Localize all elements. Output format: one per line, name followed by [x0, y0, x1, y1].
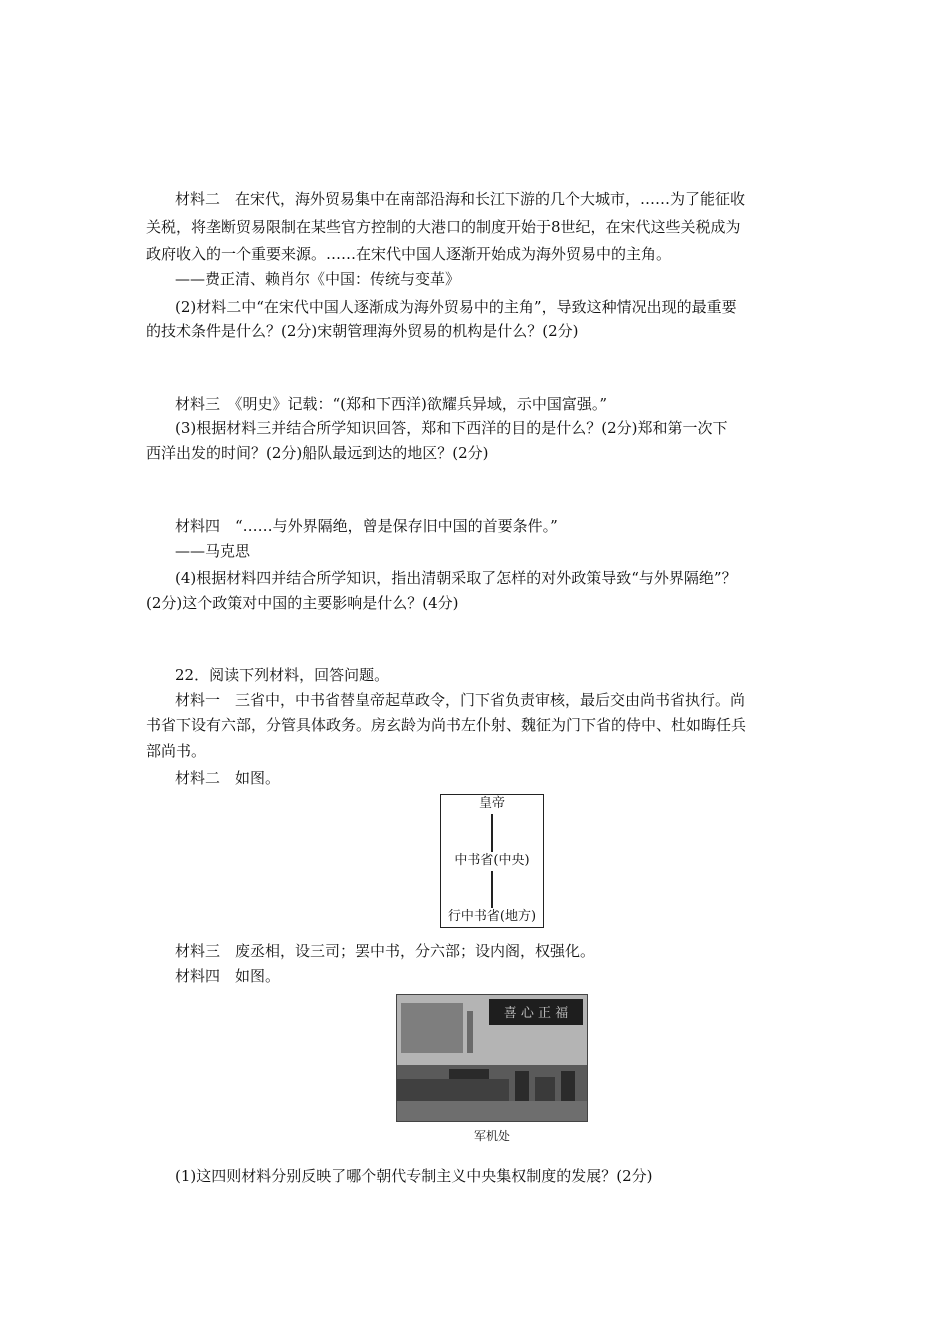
material2-line-2: 关税，将垄断贸易限制在某些官方控制的大港口的制度开始于8世纪，在宋代这些关税成为	[146, 218, 741, 236]
material2-source: ——费正清、赖肖尔《中国：传统与变革》	[175, 270, 461, 288]
q22-material1-line-3: 部尚书。	[146, 742, 207, 760]
question3-line-1: (3)根据材料三并结合所学知识回答，郑和下西洋的目的是什么？(2分)郑和第一次下	[175, 419, 728, 437]
diagram-connector-bottom	[491, 871, 492, 908]
diagram-node-central: 中书省(中央)	[454, 853, 530, 868]
material2-line-1: 材料二 在宋代，海外贸易集中在南部沿海和长江下游的几个大城市，……为了能征收	[175, 190, 746, 208]
photo-plaque-text: 喜 心 正 福	[503, 1006, 569, 1021]
grand-council-photo-illustration	[397, 995, 588, 1122]
material2-line-3: 政府收入的一个重要来源。……在宋代中国人逐渐开始成为海外贸易中的主角。	[146, 245, 672, 263]
material4-source: ——马克思	[175, 542, 251, 560]
material4-text: 材料四 “……与外界隔绝，曾是保存旧中国的首要条件。”	[175, 517, 558, 535]
q22-material2-label: 材料二 如图。	[175, 769, 281, 787]
q22-material4-label: 材料四 如图。	[175, 967, 281, 985]
question4-line-2: (2分)这个政策对中国的主要影响是什么？(4分)	[146, 594, 459, 612]
q22-heading: 22．阅读下列材料，回答问题。	[175, 666, 390, 684]
diagram-node-local: 行中书省(地方)	[447, 909, 537, 924]
diagram-node-emperor: 皇帝	[478, 796, 505, 811]
diagram-connector-top	[491, 814, 492, 852]
q22-material1-line-2: 书省下设有六部，分管具体政务。房玄龄为尚书左仆射、魏征为门下省的侍中、杜如晦任兵	[146, 716, 747, 734]
photo-plaque-characters	[504, 1005, 568, 1021]
q22-material1-line-1: 材料一 三省中，中书省替皇帝起草政令，门下省负责审核，最后交由尚书省执行。尚	[175, 691, 746, 709]
material3-text: 材料三 《明史》记载：“(郑和下西洋)欲耀兵异域，示中国富强。”	[175, 395, 608, 413]
question2-line-2: 的技术条件是什么？(2分)宋朝管理海外贸易的机构是什么？(2分)	[146, 322, 579, 340]
grand-council-photo	[396, 994, 588, 1122]
hierarchy-diagram	[440, 794, 544, 928]
photo-caption: 军机处	[473, 1129, 510, 1143]
q22-question1: (1)这四则材料分别反映了哪个朝代专制主义中央集权制度的发展？(2分)	[175, 1167, 653, 1185]
question4-line-1: (4)根据材料四并结合所学知识，指出清朝采取了怎样的对外政策导致“与外界隔绝”？	[175, 569, 737, 587]
q22-material3-text: 材料三 废丞相，设三司；罢中书，分六部；设内阁，权强化。	[175, 942, 596, 960]
question3-line-2: 西洋出发的时间？(2分)船队最远到达的地区？(2分)	[146, 444, 489, 462]
question2-line-1: (2)材料二中“在宋代中国人逐渐成为海外贸易中的主角”，导致这种情况出现的最重要	[175, 298, 737, 316]
